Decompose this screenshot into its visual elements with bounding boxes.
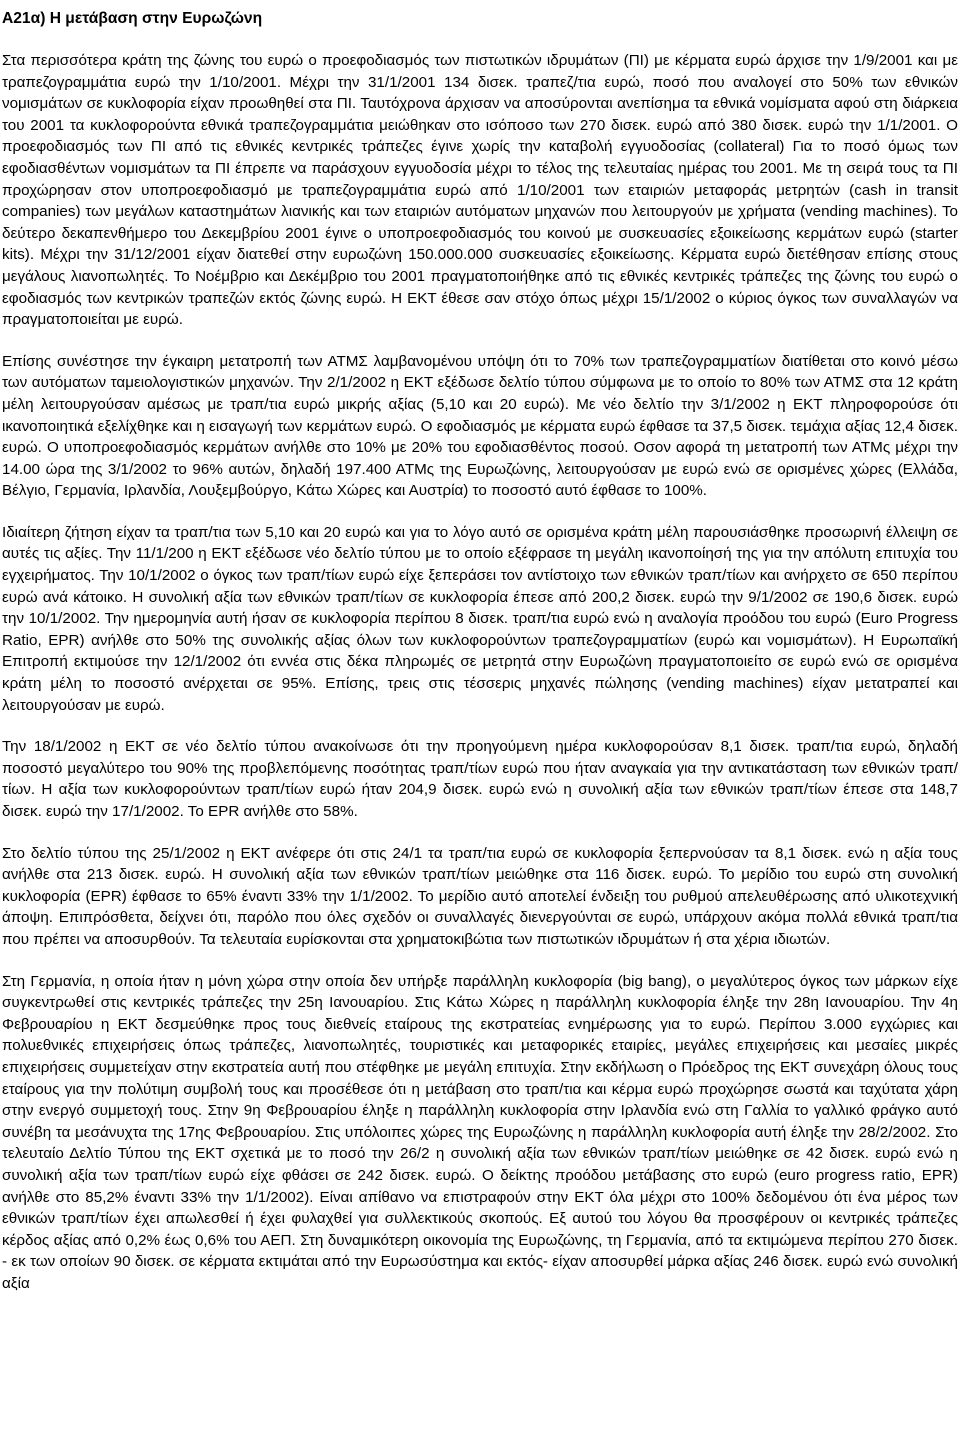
paragraph-2: Επίσης συνέστησε την έγκαιρη μετατροπή των ΑΤΜΣ λαμβανομένου υπόψη ότι το 70% των τραπεζογραμματίων διατίθεται στο κοινό μέσω των αυτόματων ταμειολογιστικών μηχανών. Την 2/1/2002 η ΕΚΤ εξέδωσε δελτίο τύπου σύμφωνα με το οποίο το 80% των ΑΤΜΣ στα 12 κράτη μέλη λειτουργούσαν αμέσως με τραπ/τια ευρώ μικρής αξίας (5,10 και 20 ευρώ). Με νέο δελτίο την 3/1/2002 η ΕΚΤ πληροφορούσε ότι ικανοποιητικά εξελίχθηκε και η εισαγωγή των κερμάτων ευρώ. Ο εφοδιασμός με κέρματα ευρώ έφθασε τα 37,5 δισεκ. τεμάχια αξίας 12,4 δισεκ. ευρώ. Ο υποπροεφοδιασμός κερμάτων ανήλθε στο 10% με 20% του εφοδιασθέντος ποσού. Οσον αφορά τη μετατροπή των ΑΤΜς μέχρι την 14.00 ώρα της 3/1/2002 το 96% αυτών, δηλαδή 197.400 ΑΤΜς της Ευρωζώνης, λειτουργούσαν με ευρώ ενώ σε ορισμένες χώρες (Ελλάδα, Βέλγιο, Γερμανία, Ιρλανδία, Λουξεμβούργο, Κάτω Χώρες και Αυστρία) το ποσοστό αυτό έφθασε το 100%.	[2, 352, 958, 500]
paragraph-4: Την 18/1/2002 η ΕΚΤ σε νέο δελτίο τύπου ανακοίνωσε ότι την προηγούμενη ημέρα κυκλοφορούσαν 8,1 δισεκ. τραπ/τια ευρώ, δηλαδή ποσοστό μεγαλύτερο του 90% της προβλεπόμενης ποσότητας τραπ/τίων ευρώ που ήταν αναγκαία για την αντικατάσταση των εθνικών τραπ/τίων. Η αξία των κυκλοφορούντων τραπ/τίων ευρώ ήταν 204,9 δισεκ. ευρώ ενώ η συνολική αξία των εθνικών τραπ/τίων έπεσε στα 148,7 δισεκ. ευρώ την 17/1/2002. Το EPR ανήλθε στο 58%.	[2, 738, 958, 820]
page-title: Α21α) Η μετάβαση στην Ευρωζώνη	[2, 10, 263, 27]
paragraph-1: Στα περισσότερα κράτη της ζώνης του ευρώ ο προεφοδιασμός των πιστωτικών ιδρυμάτων (ΠΙ) με κέρματα ευρώ άρχισε την 1/9/2001 και με τραπεζογραμμάτια ευρώ την 1/10/2001. Μέχρι την 31/1/2001 134 δισεκ. τραπεζ/τια ευρώ, ποσό που αναλογεί στο 50% των εθνικών νομισμάτων σε κυκλοφορία είχαν προωθηθεί στα ΠΙ. Ταυτόχρονα άρχισαν να αποσύρονται ανεπίσημα τα εθνικά νομίσματα αφού στη διάρκεια του 2001 τα κυκλοφορούντα εθνικά τραπεζογραμμάτια μειώθηκαν στο ισόποσο των 270 δισεκ. ευρώ από 380 δισεκ. ευρώ την 1/1/2001. Ο προεφοδιασμός των ΠΙ από τις εθνικές κεντρικές τράπεζες έγινε χωρίς την καταβολή εγγυοδοσίας (collateral) Για το ποσό όμως των εφοδιασθέντων νομισμάτων τα ΠΙ έπρεπε να παράσχουν εγγυοδοσία μέχρι το τέλος της τελευταίας ημέρας του 2001. Με τη σειρά τους τα ΠΙ προχώρησαν στον υποπροεφοδιασμό με τραπεζογραμμάτια ευρώ από 1/10/2001 των εταιριών μεταφοράς μετρητών (cash in transit companies) των μεγάλων καταστημάτων λιανικής και των εταιριών αυτόματων μηχανών που λειτουργούν με χρήματα (vending machines). Το δεύτερο δεκαπενθήμερο του Δεκεμβρίου 2001 έγινε ο υποπροεφοδιασμός του κοινού με συσκευασίες εξοικείωσης κερμάτων ευρώ (starter kits). Μέχρι την 31/12/2001 είχαν διατεθεί στην ευρωζώνη 150.000.000 συσκευασίες εξοικείωσης. Κέρματα ευρώ διετέθησαν επίσης στους μεγάλους λιανοπωλητές. Το Νοέμβριο και Δεκέμβριο του 2001 πραγματοποιήθηκε από τις εθνικές κεντρικές τράπεζες της ζώνης του ευρώ ο εφοδιασμός των κεντρικών τραπεζών εκτός ζώνης ευρώ. Η ΕΚΤ έθεσε σαν στόχο όπως μέχρι 15/1/2002 ο κύριος όγκος των συναλλαγών να πραγματοποιείται με ευρώ.	[2, 52, 958, 329]
paragraph-3: Ιδιαίτερη ζήτηση είχαν τα τραπ/τια των 5,10 και 20 ευρώ και για το λόγο αυτό σε ορισμένα κράτη μέλη παρουσιάσθηκε προσωρινή έλλειψη σε αυτές τις αξίες. Την 11/1/200 η ΕΚΤ εξέδωσε νέο δελτίο τύπου με το οποίο εξέφρασε τη μεγάλη ικανοποίησή της για την απόλυτη επιτυχία του εγχειρήματος. Την 10/1/2002 ο όγκος των τραπ/τίων ευρώ είχε ξεπεράσει τον αντίστοιχο των εθνικών τραπ/τίων και ανήρχετο σε 650 περίπου ευρώ ανά κάτοικο. Η συνολική αξία των εθνικών τραπ/τίων σε κυκλοφορία έπεσε από 200,2 δισεκ. ευρώ την 9/1/2002 σε 190,6 δισεκ. ευρώ την 10/1/2002. Την ημερομηνία αυτή ήσαν σε κυκλοφορία περίπου 8 δισεκ. τραπ/τια ευρώ ενώ η αναλογία προόδου του ευρώ (Euro Progress Ratio, EPR) ανήλθε στο 50% της συνολικής αξίας όλων των κυκλοφορούντων τραπεζογραμματίων (ευρώ και νομισμάτων). Η Ευρωπαϊκή Επιτροπή εκτιμούσε την 12/1/2002 ότι εννέα στις δέκα πληρωμές σε μετρητά στην Ευρωζώνη πραγματοποιείτο σε ευρώ ενώ σε ορισμένα κράτη μέλη το ποσοστό ανέρχεται σε 95%. Επίσης, τρεις στις τέσσερις μηχανές πώλησης (vending machines) είχαν μετατραπεί και λειτουργούσαν με ευρώ.	[2, 523, 958, 714]
paragraph-5: Στο δελτίο τύπου της 25/1/2002 η ΕΚΤ ανέφερε ότι στις 24/1 τα τραπ/τια ευρώ σε κυκλοφορία ξεπερνούσαν τα 8,1 δισεκ. ενώ η αξία τους ανήλθε στα 213 δισεκ. ευρώ. Η συνολική αξία των εθνικών τραπ/τίων μειώθηκε στα 116 δισεκ. ευρώ. Το μερίδιο του ευρώ στη συνολική κυκλοφορία (EPR) έφθασε το 65% έναντι 33% την 1/1/2002. Το μερίδιο αυτό αποτελεί ένδειξη του ρυθμού απελευθέρωσης από υλικοτεχνική άποψη. Επιπρόσθετα, δείχνει ότι, παρόλο που όλες σχεδόν οι συναλλαγές διενεργούνται σε ευρώ, υπάρχουν ακόμα πολλά εθνικά τραπ/τια που πρέπει να αποσυρθούν. Τα τελευταία ευρίσκονται στα χρηματοκιβώτια των πιστωτικών ιδρυμάτων ή στα χέρια ιδιωτών.	[2, 844, 958, 948]
paragraph-6: Στη Γερμανία, η οποία ήταν η μόνη χώρα στην οποία δεν υπήρξε παράλληλη κυκλοφορία (big bang), ο μεγαλύτερος όγκος των μάρκων είχε συγκεντρωθεί στις κεντρικές τράπεζες την 25η Ιανουαρίου. Στις Κάτω Χώρες η παράλληλη κυκλοφορία έληξε την 28η Ιανουαρίου. Την 4η Φεβρουαρίου η ΕΚΤ δεσμεύθηκε προς τους διεθνείς εταίρους της εκστρατείας ενημέρωσης για το ευρώ. Περίπου 3.000 εγχώριες και πολυεθνικές επιχειρήσεις όπως τράπεζες, λιανοπωλητές, τουριστικές και μεταφορικές εταιρίες, μεγάλες επιχειρήσεις και μεσαίες μικρές επιχειρήσεις συμμετείχαν στην εκστρατεία αυτή που στέφθηκε με μεγάλη επιτυχία. Στην εκδήλωση ο Πρόεδρος της ΕΚΤ συνεχάρη όλους τους εταίρους για την πολύτιμη συμβολή τους και προσέθεσε ότι η μετάβαση στο τραπ/τια και κέρμα ευρώ προχώρησε σωστά και ταχύτατα χάρη στην ενεργό συμμετοχή τους. Στην 9η Φεβρουαρίου έληξε η παράλληλη κυκλοφορία στην Ιρλανδία ενώ στη Γαλλία το γαλλικό φράγκο αυτό συνέβη τα μεσάνυχτα της 17ης Φεβρουαρίου. Στις υπόλοιπες χώρες της Ευρωζώνης η παράλληλη κυκλοφορία αυτή έληξε την 28/2/2002. Στο τελευταίο Δελτίο Τύπου της ΕΚΤ σχετικά με το ποσό την 26/2 η συνολική αξία των εθνικών τραπ/τίων μειώθηκε σε 42 δισεκ. ευρώ ενώ η συνολική αξία των τραπ/τίων ευρώ είχε φθάσει σε 242 δισεκ. ευρώ. Ο δείκτης προόδου μετάβασης στο ευρώ (euro progress ratio, EPR) ανήλθε στο 85,2% έναντι 33% την 1/1/2002). Είναι απίθανο να επιστραφούν στην ΕΚΤ όλα μέχρι στο 100% δεδομένου ότι ένα μέρος των εθνικών τραπ/τίων έχει απωλεσθεί ή έχει φυλαχθεί για συλλεκτικούς σκοπούς. Εξ αυτού του λόγου θα προσφέρουν οι κεντρικές τράπεζες κέρδος αξίας από 0,2% έως 0,6% του ΑΕΠ. Στη δυναμικότερη οικονομία της Ευρωζώνης, τη Γερμανία, από τα εκτιμώμενα περίπου 270 δισεκ. - εκ των οποίων 90 δισεκ. σε κέρματα εκτιμάται από την Ευρωσύστημα και εκτός- είχαν αποσυρθεί μάρκα αξίας 246 δισεκ. ευρώ ενώ συνολική αξία	[2, 972, 958, 1292]
